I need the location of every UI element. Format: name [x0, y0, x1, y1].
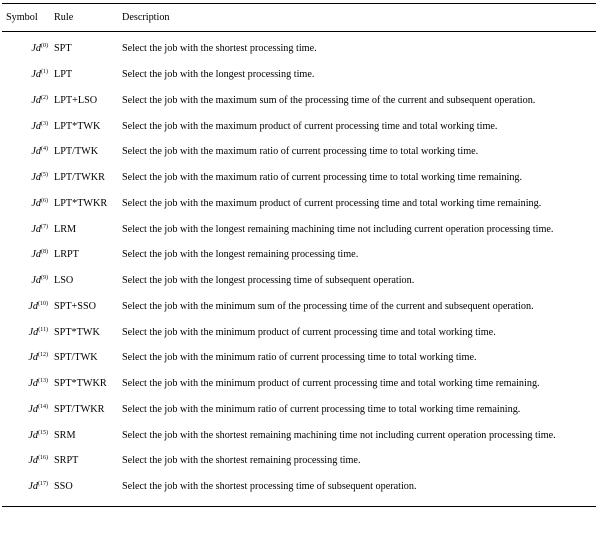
symbol-prefix: Jd: [28, 455, 38, 467]
rule-cell: LPT+LSO: [54, 94, 98, 106]
symbol-cell: [2, 275, 54, 286]
description-cell: Select the job with the longest remaining processing time.: [122, 249, 359, 261]
rule-cell: SPT: [54, 43, 72, 55]
rule-cell: LPT: [54, 69, 73, 81]
description-cell: Select the job with the shortest processing time of subsequent operation.: [122, 481, 417, 493]
symbol-index: (13): [38, 378, 48, 385]
symbol-index: (14): [38, 403, 48, 410]
symbol-prefix: Jd: [31, 120, 41, 132]
symbol-prefix: Jd: [31, 275, 41, 287]
rule-cell: LRM: [54, 223, 77, 235]
description-cell: Select the job with the minimum ratio of current processing time to total working time.: [122, 352, 477, 364]
description-cell: Select the job with the shortest remaining processing time.: [122, 455, 361, 467]
rule-cell: LRPT: [54, 249, 79, 261]
description-cell: Select the job with the maximum sum of the processing time of the current and subsequent operation.: [122, 94, 536, 106]
symbol-cell: [2, 455, 54, 466]
symbol-index: (16): [38, 455, 48, 462]
symbol-cell: [2, 430, 54, 441]
description-cell: Select the job with the longest processing time.: [122, 69, 315, 81]
symbol-cell: [2, 172, 54, 183]
table-row: [2, 371, 596, 397]
rule-cell: SPT/TWKR: [54, 403, 105, 415]
rule-cell: SPT*TWKR: [54, 378, 107, 390]
symbol-cell: [2, 146, 54, 157]
table-row: [2, 268, 596, 294]
symbol-prefix: Jd: [31, 94, 41, 106]
description-cell: Select the job with the minimum product of current processing time and total working time.: [122, 326, 496, 338]
symbol-index: (1): [41, 69, 48, 76]
symbol-cell: [2, 121, 54, 132]
table-header-row: [2, 4, 596, 31]
symbol-prefix: Jd: [28, 326, 39, 338]
symbol-index: (17): [38, 481, 48, 488]
symbol-index: (12): [38, 352, 48, 359]
table-row: [2, 345, 596, 371]
rule-cell: SPT*TWK: [54, 326, 100, 338]
symbol-cell: [2, 404, 54, 415]
table-row: [2, 191, 596, 217]
symbol-index: (15): [38, 429, 48, 436]
table-row: [2, 165, 596, 191]
table-row: [2, 242, 596, 268]
table-row: [2, 474, 596, 500]
description-cell: Select the job with the minimum ratio of current processing time to total working time remaining.: [122, 403, 521, 415]
symbol-prefix: Jd: [31, 172, 41, 184]
symbol-prefix: Jd: [31, 146, 41, 158]
rule-cell: LPT*TWKR: [54, 197, 108, 209]
description-cell: Select the job with the shortest processing time.: [122, 43, 317, 55]
symbol-index: (7): [41, 223, 48, 230]
symbol-index: (4): [41, 146, 48, 153]
symbol-prefix: Jd: [28, 403, 38, 415]
symbol-prefix: Jd: [31, 197, 41, 209]
table-row: [2, 113, 596, 139]
symbol-index: (8): [41, 249, 48, 256]
table-row: [2, 62, 596, 88]
table-row: [2, 294, 596, 320]
description-cell: Select the job with the shortest remaining machining time not including current operation processing time.: [122, 429, 556, 441]
table-row: [2, 448, 596, 474]
symbol-prefix: Jd: [28, 378, 38, 390]
symbol-prefix: Jd: [28, 352, 38, 364]
rule-cell: SRPT: [54, 455, 79, 467]
symbol-index: (3): [41, 120, 48, 127]
dispatching-rules-table: [2, 3, 596, 507]
rule-cell: SSO: [54, 481, 73, 493]
description-cell: Select the job with the minimum sum of the processing time of the current and subsequent operation.: [122, 300, 534, 312]
rule-cell: LPT*TWK: [54, 120, 101, 132]
table-row: [2, 36, 596, 62]
table-row: [2, 88, 596, 114]
rule-cell: LPT/TWK: [54, 146, 99, 158]
symbol-cell: [2, 378, 54, 389]
symbol-prefix: Jd: [31, 43, 41, 55]
rule-cell: LPT/TWKR: [54, 172, 105, 184]
table-row: [2, 216, 596, 242]
table-row: [2, 397, 596, 423]
symbol-cell: [2, 301, 54, 312]
description-cell: Select the job with the longest processing time of subsequent operation.: [122, 275, 415, 287]
table-row: [2, 139, 596, 165]
symbol-prefix: Jd: [28, 429, 38, 441]
symbol-index: (6): [41, 197, 48, 204]
symbol-index: (2): [41, 94, 48, 101]
description-cell: Select the job with the minimum product of current processing time and total working time remaining.: [122, 378, 540, 390]
description-cell: Select the job with the maximum product of current processing time and total working time remaining.: [122, 197, 542, 209]
symbol-cell: [2, 224, 54, 235]
table-row: [2, 422, 596, 448]
header-symbol: Symbol: [6, 12, 38, 23]
header-description: Description: [122, 12, 170, 23]
symbol-prefix: Jd: [28, 300, 38, 312]
symbol-index: (11): [38, 326, 48, 333]
symbol-cell: [2, 352, 54, 363]
description-cell: Select the job with the longest remaining machining time not including current operation processing time.: [122, 223, 554, 235]
rule-cell: SRM: [54, 429, 76, 441]
symbol-index: (0): [41, 43, 48, 50]
symbol-cell: [2, 95, 54, 106]
symbol-cell: [2, 198, 54, 209]
symbol-prefix: Jd: [28, 481, 38, 493]
symbol-cell: [2, 327, 54, 338]
table-bottom-rule: [2, 506, 596, 507]
symbol-index: (9): [41, 275, 48, 282]
symbol-cell: [2, 249, 54, 260]
symbol-prefix: Jd: [31, 223, 41, 235]
symbol-cell: [2, 481, 54, 492]
table-body: [2, 32, 596, 506]
rule-cell: SPT/TWK: [54, 352, 98, 364]
description-cell: Select the job with the maximum ratio of current processing time to total working time remaining.: [122, 172, 523, 184]
table-row: [2, 319, 596, 345]
symbol-cell: [2, 43, 54, 54]
symbol-prefix: Jd: [31, 249, 41, 261]
header-rule: Rule: [54, 12, 74, 23]
symbol-index: (5): [41, 172, 48, 179]
description-cell: Select the job with the maximum ratio of current processing time to total working time.: [122, 146, 479, 158]
description-cell: Select the job with the maximum product of current processing time and total working time.: [122, 120, 498, 132]
rule-cell: SPT+SSO: [54, 300, 96, 312]
symbol-index: (10): [38, 300, 48, 307]
symbol-cell: [2, 69, 54, 80]
rule-cell: LSO: [54, 275, 74, 287]
symbol-prefix: Jd: [31, 69, 41, 81]
